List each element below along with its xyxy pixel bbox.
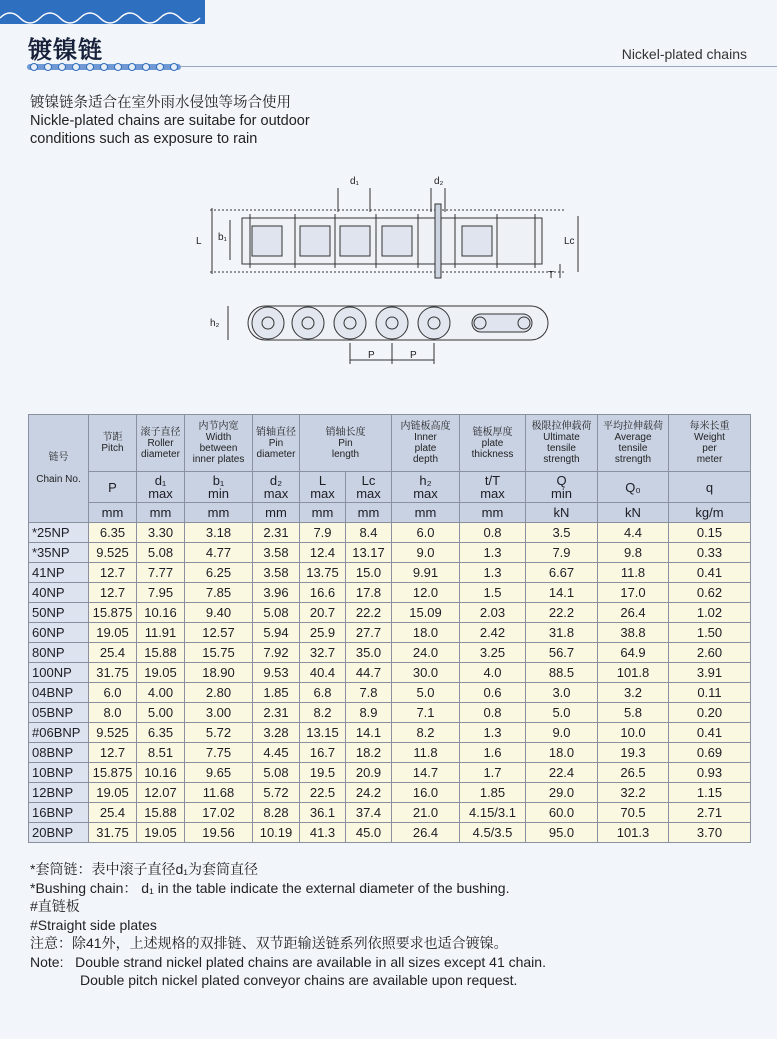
spec-table	[28, 414, 751, 843]
table-cell: 26.4	[598, 603, 669, 623]
table-cell: 18.0	[526, 743, 598, 763]
table-cell: 7.75	[185, 743, 253, 763]
table-cell: 8.51	[137, 743, 185, 763]
table-cell: 12.4	[300, 543, 346, 563]
table-cell: 26.4	[392, 823, 460, 843]
chain-no-cell: 41NP	[29, 563, 89, 583]
label-L: L	[196, 236, 202, 247]
table-cell: 4.15/3.1	[460, 803, 526, 823]
table-cell: 0.69	[669, 743, 751, 763]
table-cell: 9.8	[598, 543, 669, 563]
table-cell: 5.08	[137, 543, 185, 563]
table-row	[29, 683, 751, 703]
table-cell: 15.75	[185, 643, 253, 663]
note-en-1	[30, 953, 546, 972]
table-cell: 0.20	[669, 703, 751, 723]
sym-pitch: P	[89, 472, 137, 503]
table-cell: 0.8	[460, 703, 526, 723]
unit-roller: mm	[137, 503, 185, 523]
chain-no-cell: 20BNP	[29, 823, 89, 843]
table-cell: 14.7	[392, 763, 460, 783]
table-cell: 11.68	[185, 783, 253, 803]
table-cell: 15.09	[392, 603, 460, 623]
intro-cn: 镀镍链条适合在室外雨水侵蚀等场合使用	[30, 95, 291, 111]
note-en-2: Double pitch nickel plated conveyor chains are available upon request.	[80, 972, 518, 988]
sym-pin: d₂ max	[253, 472, 300, 503]
table-cell: 0.8	[460, 523, 526, 543]
table-cell: 12.57	[185, 623, 253, 643]
chain-no-cell: *25NP	[29, 523, 89, 543]
table-cell: 26.5	[598, 763, 669, 783]
table-cell: 22.4	[526, 763, 598, 783]
page-title-en: Nickel-plated chains	[621, 46, 747, 62]
table-cell: 9.65	[185, 763, 253, 783]
table-cell: 32.2	[598, 783, 669, 803]
sym-ult: Q min	[526, 472, 598, 503]
table-cell: 6.0	[89, 683, 137, 703]
table-cell: 7.85	[185, 583, 253, 603]
table-row	[29, 803, 751, 823]
header-row-symbols	[29, 472, 751, 503]
table-cell: 16.0	[392, 783, 460, 803]
chain-no-cell: 80NP	[29, 643, 89, 663]
table-cell: 31.8	[526, 623, 598, 643]
table-cell: 19.05	[137, 663, 185, 683]
table-cell: 101.3	[598, 823, 669, 843]
table-cell: 0.93	[669, 763, 751, 783]
table-cell: 12.7	[89, 563, 137, 583]
table-cell: 31.75	[89, 823, 137, 843]
table-cell: 15.875	[89, 763, 137, 783]
table-cell: 36.1	[300, 803, 346, 823]
table-row	[29, 583, 751, 603]
table-cell: 60.0	[526, 803, 598, 823]
note-straight-cn: #直链板	[30, 898, 80, 914]
notes	[30, 860, 546, 990]
col-weight: 每米长重 Weight per meter	[669, 415, 751, 472]
note-bushing-en: *Bushing chain： d₁ in the table indicate the external diameter of the bushing.	[30, 879, 510, 896]
table-cell: 0.15	[669, 523, 751, 543]
header-rule	[180, 66, 777, 67]
table-cell: 11.91	[137, 623, 185, 643]
table-cell: 14.1	[526, 583, 598, 603]
table-cell: 5.8	[598, 703, 669, 723]
spec-table-wrap	[28, 414, 750, 843]
table-cell: 12.07	[137, 783, 185, 803]
table-row	[29, 783, 751, 803]
table-cell: 0.11	[669, 683, 751, 703]
table-cell: 10.16	[137, 763, 185, 783]
table-cell: 2.31	[253, 523, 300, 543]
table-cell: 21.0	[392, 803, 460, 823]
table-cell: 37.4	[346, 803, 392, 823]
table-cell: 24.2	[346, 783, 392, 803]
table-cell: 1.3	[460, 543, 526, 563]
table-cell: 5.08	[253, 603, 300, 623]
table-cell: 3.70	[669, 823, 751, 843]
table-cell: 22.2	[346, 603, 392, 623]
table-cell: 7.9	[300, 523, 346, 543]
table-cell: 64.9	[598, 643, 669, 663]
chain-no-cell: 50NP	[29, 603, 89, 623]
table-cell: 18.2	[346, 743, 392, 763]
col-pin-diameter: 销轴直径 Pin diameter	[253, 415, 300, 472]
table-cell: 3.28	[253, 723, 300, 743]
table-cell: 14.1	[346, 723, 392, 743]
table-cell: 19.05	[137, 823, 185, 843]
sym-wt: q	[669, 472, 751, 503]
table-row	[29, 703, 751, 723]
table-cell: 45.0	[346, 823, 392, 843]
table-cell: 12.7	[89, 743, 137, 763]
table-cell: 1.7	[460, 763, 526, 783]
table-cell: 6.35	[89, 523, 137, 543]
table-cell: 3.30	[137, 523, 185, 543]
table-cell: 2.80	[185, 683, 253, 703]
table-cell: 9.525	[89, 723, 137, 743]
table-cell: 1.15	[669, 783, 751, 803]
table-cell: 15.0	[346, 563, 392, 583]
table-cell: 19.05	[89, 623, 137, 643]
table-cell: 6.0	[392, 523, 460, 543]
note-cn: 注意：除41外，上述规格的双排链、双节距输送链系列依照要求也适合镀镍。	[30, 935, 508, 951]
table-cell: 22.5	[300, 783, 346, 803]
unit-width: mm	[185, 503, 253, 523]
table-cell: 20.7	[300, 603, 346, 623]
table-cell: 16.7	[300, 743, 346, 763]
table-cell: 8.2	[300, 703, 346, 723]
table-cell: 7.95	[137, 583, 185, 603]
label-Lc: Lc	[564, 236, 575, 247]
chain-beads-decoration	[26, 62, 182, 72]
table-cell: 11.8	[598, 563, 669, 583]
table-cell: 17.0	[598, 583, 669, 603]
table-cell: 3.96	[253, 583, 300, 603]
table-cell: 1.3	[460, 563, 526, 583]
sym-L: L max	[300, 472, 346, 503]
table-cell: 6.8	[300, 683, 346, 703]
table-cell: 15.875	[89, 603, 137, 623]
table-cell: 0.33	[669, 543, 751, 563]
table-cell: 5.0	[526, 703, 598, 723]
table-cell: 12.0	[392, 583, 460, 603]
table-cell: 27.7	[346, 623, 392, 643]
table-cell: 0.41	[669, 723, 751, 743]
top-decorative-band	[0, 0, 205, 24]
table-cell: 4.77	[185, 543, 253, 563]
table-cell: 5.72	[253, 783, 300, 803]
table-cell: 95.0	[526, 823, 598, 843]
table-row	[29, 623, 751, 643]
table-cell: 15.88	[137, 643, 185, 663]
chain-no-cell: 05BNP	[29, 703, 89, 723]
table-cell: 56.7	[526, 643, 598, 663]
table-cell: 20.9	[346, 763, 392, 783]
label-b1: b₁	[218, 232, 227, 243]
table-cell: 7.1	[392, 703, 460, 723]
table-cell: 3.91	[669, 663, 751, 683]
col-roller: 滚子直径 Roller diameter	[137, 415, 185, 472]
table-cell: 3.18	[185, 523, 253, 543]
unit-ult: kN	[526, 503, 598, 523]
table-cell: 6.67	[526, 563, 598, 583]
unit-pitch: mm	[89, 503, 137, 523]
table-cell: 3.00	[185, 703, 253, 723]
table-row	[29, 563, 751, 583]
table-cell: 40.4	[300, 663, 346, 683]
chain-diagram	[190, 168, 590, 368]
table-cell: 1.85	[253, 683, 300, 703]
chain-no-cell: 08BNP	[29, 743, 89, 763]
col-pitch: 节距 Pitch	[89, 415, 137, 472]
sym-width: b₁ min	[185, 472, 253, 503]
table-cell: 4.45	[253, 743, 300, 763]
col-width: 内节内宽 Width between inner plates	[185, 415, 253, 472]
table-row	[29, 823, 751, 843]
table-cell: 8.4	[346, 523, 392, 543]
table-cell: 1.85	[460, 783, 526, 803]
table-row	[29, 663, 751, 683]
table-cell: 10.0	[598, 723, 669, 743]
table-cell: 5.00	[137, 703, 185, 723]
label-T: T	[548, 270, 555, 281]
table-cell: 44.7	[346, 663, 392, 683]
table-cell: 19.56	[185, 823, 253, 843]
table-cell: 22.2	[526, 603, 598, 623]
table-cell: 7.77	[137, 563, 185, 583]
intro-text	[30, 94, 310, 148]
table-cell: 6.25	[185, 563, 253, 583]
table-cell: 10.16	[137, 603, 185, 623]
chain-no-cell: 10BNP	[29, 763, 89, 783]
sym-avg: Q₀	[598, 472, 669, 503]
table-cell: 11.8	[392, 743, 460, 763]
table-cell: 5.94	[253, 623, 300, 643]
table-cell: 9.91	[392, 563, 460, 583]
sym-roller: d₁ max	[137, 472, 185, 503]
table-cell: 9.525	[89, 543, 137, 563]
table-cell: 10.19	[253, 823, 300, 843]
table-cell: 9.53	[253, 663, 300, 683]
table-cell: 3.2	[598, 683, 669, 703]
unit-inner: mm	[392, 503, 460, 523]
table-cell: 101.8	[598, 663, 669, 683]
col-chain: 链号 Chain No.	[29, 415, 89, 523]
table-cell: 17.8	[346, 583, 392, 603]
page-title-cn: 镀镍链	[28, 37, 103, 64]
sym-Lc: Lc max	[346, 472, 392, 503]
col-ultimate: 极限拉伸载荷 Ultimate tensile strength	[526, 415, 598, 472]
chain-top-view	[210, 188, 578, 278]
note-bushing-cn: *套筒链：表中滚子直径d₁为套筒直径	[30, 861, 258, 877]
table-cell: 35.0	[346, 643, 392, 663]
table-cell: 30.0	[392, 663, 460, 683]
table-cell: 7.92	[253, 643, 300, 663]
col-pin-length: 销轴长度 Pin length	[300, 415, 392, 472]
table-cell: 13.15	[300, 723, 346, 743]
chain-no-cell: #06BNP	[29, 723, 89, 743]
sym-plate: t/T max	[460, 472, 526, 503]
table-cell: 5.08	[253, 763, 300, 783]
table-row	[29, 723, 751, 743]
unit-avg: kN	[598, 503, 669, 523]
table-cell: 0.41	[669, 563, 751, 583]
table-cell: 38.8	[598, 623, 669, 643]
table-cell: 3.5	[526, 523, 598, 543]
table-cell: 5.0	[392, 683, 460, 703]
unit-wt: kg/m	[669, 503, 751, 523]
table-cell: 12.7	[89, 583, 137, 603]
table-cell: 3.58	[253, 543, 300, 563]
table-cell: 8.9	[346, 703, 392, 723]
sym-inner: h₂ max	[392, 472, 460, 503]
table-cell: 3.0	[526, 683, 598, 703]
table-cell: 9.0	[526, 723, 598, 743]
table-cell: 0.6	[460, 683, 526, 703]
table-cell: 3.58	[253, 563, 300, 583]
table-cell: 2.03	[460, 603, 526, 623]
table-cell: 2.42	[460, 623, 526, 643]
col-plate-thickness: 链板厚度 plate thickness	[460, 415, 526, 472]
unit-plate: mm	[460, 503, 526, 523]
table-cell: 2.31	[253, 703, 300, 723]
table-cell: 24.0	[392, 643, 460, 663]
table-cell: 0.62	[669, 583, 751, 603]
table-cell: 25.4	[89, 643, 137, 663]
table-cell: 19.3	[598, 743, 669, 763]
chain-no-cell: 04BNP	[29, 683, 89, 703]
table-cell: 15.88	[137, 803, 185, 823]
unit-Lc: mm	[346, 503, 392, 523]
unit-pin: mm	[253, 503, 300, 523]
table-cell: 2.60	[669, 643, 751, 663]
label-d1: d₁	[350, 176, 359, 187]
table-cell: 32.7	[300, 643, 346, 663]
table-cell: 41.3	[300, 823, 346, 843]
table-cell: 4.5/3.5	[460, 823, 526, 843]
table-row	[29, 603, 751, 623]
table-cell: 17.02	[185, 803, 253, 823]
table-cell: 9.40	[185, 603, 253, 623]
table-cell: 19.5	[300, 763, 346, 783]
table-cell: 7.9	[526, 543, 598, 563]
table-cell: 31.75	[89, 663, 137, 683]
table-row	[29, 763, 751, 783]
table-cell: 4.00	[137, 683, 185, 703]
table-cell: 2.71	[669, 803, 751, 823]
table-cell: 13.75	[300, 563, 346, 583]
table-cell: 18.0	[392, 623, 460, 643]
table-cell: 5.72	[185, 723, 253, 743]
col-inner-plate: 内链板高度 Inner plate depth	[392, 415, 460, 472]
table-cell: 1.6	[460, 743, 526, 763]
table-cell: 1.3	[460, 723, 526, 743]
spec-table-body	[29, 523, 751, 843]
label-d2: d₂	[434, 176, 444, 187]
chain-no-cell: 60NP	[29, 623, 89, 643]
table-cell: 6.35	[137, 723, 185, 743]
chain-no-cell: 16BNP	[29, 803, 89, 823]
table-cell: 4.0	[460, 663, 526, 683]
note-en-line1: Double strand nickel plated chains are available in all sizes except 41 chain.	[75, 953, 546, 970]
table-cell: 70.5	[598, 803, 669, 823]
table-cell: 9.0	[392, 543, 460, 563]
note-straight-en: #Straight side plates	[30, 916, 157, 933]
table-cell: 16.6	[300, 583, 346, 603]
chain-no-cell: 40NP	[29, 583, 89, 603]
table-row	[29, 523, 751, 543]
header-row-units	[29, 503, 751, 523]
header-row-names	[29, 415, 751, 472]
label-h2: h₂	[210, 318, 220, 329]
table-cell: 1.02	[669, 603, 751, 623]
table-cell: 1.5	[460, 583, 526, 603]
table-cell: 25.9	[300, 623, 346, 643]
table-row	[29, 743, 751, 763]
table-cell: 13.17	[346, 543, 392, 563]
table-cell: 7.8	[346, 683, 392, 703]
table-cell: 19.05	[89, 783, 137, 803]
table-row	[29, 643, 751, 663]
label-P1: P	[368, 350, 375, 361]
col-average: 平均拉伸载荷 Average tensile strength	[598, 415, 669, 472]
chain-no-cell: 100NP	[29, 663, 89, 683]
table-cell: 25.4	[89, 803, 137, 823]
intro-en-line2: conditions such as exposure to rain	[30, 131, 258, 147]
table-cell: 8.2	[392, 723, 460, 743]
table-cell: 3.25	[460, 643, 526, 663]
intro-en-line1: Nickle-plated chains are suitabe for outdoor	[30, 113, 310, 129]
chain-no-cell: *35NP	[29, 543, 89, 563]
note-label: Note:	[30, 953, 64, 970]
table-cell: 18.90	[185, 663, 253, 683]
unit-L: mm	[300, 503, 346, 523]
table-cell: 8.28	[253, 803, 300, 823]
label-P2: P	[410, 350, 417, 361]
table-cell: 1.50	[669, 623, 751, 643]
table-cell: 8.0	[89, 703, 137, 723]
table-row	[29, 543, 751, 563]
table-cell: 4.4	[598, 523, 669, 543]
table-cell: 88.5	[526, 663, 598, 683]
chain-no-cell: 12BNP	[29, 783, 89, 803]
chain-side-view	[228, 306, 548, 364]
table-cell: 29.0	[526, 783, 598, 803]
